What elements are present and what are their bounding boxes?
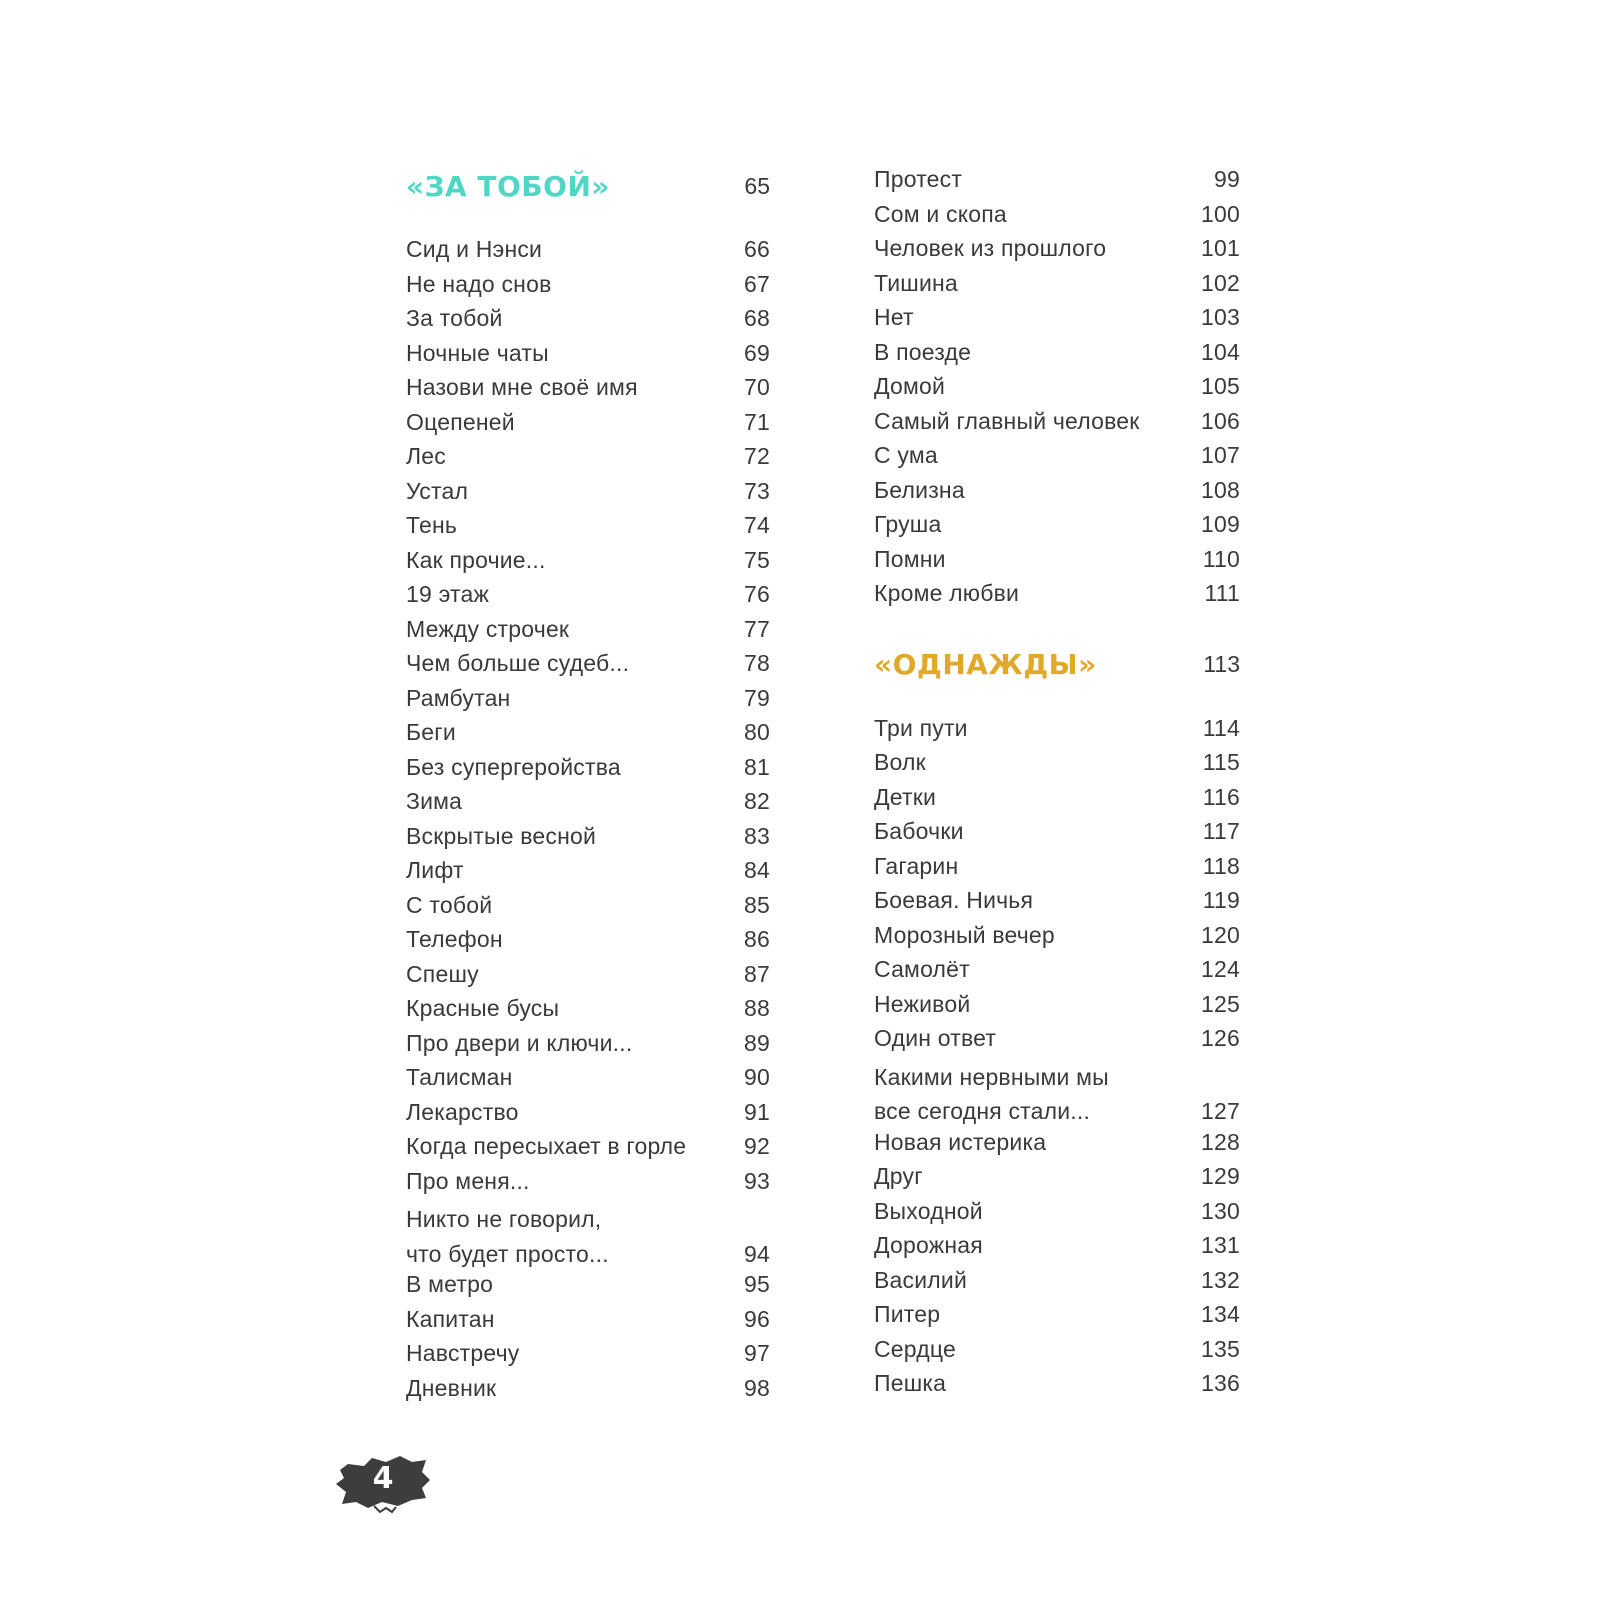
page-number: 4 — [372, 1460, 394, 1496]
toc-entry-page: 76 — [744, 581, 770, 607]
toc-entry-page: 116 — [1202, 783, 1240, 810]
toc-entry[interactable] — [874, 442, 1240, 477]
toc-entry-title: В поезде — [874, 338, 972, 365]
toc-entry-page: 109 — [1201, 511, 1240, 537]
toc-entry-page: 75 — [744, 546, 770, 573]
toc-entry[interactable] — [406, 719, 770, 754]
toc-entry[interactable] — [874, 580, 1240, 615]
toc-entry-title: Василий — [874, 1266, 967, 1293]
toc-entry[interactable] — [874, 1336, 1240, 1371]
toc-entry[interactable] — [406, 1030, 770, 1065]
toc-entry-title: Спешу — [406, 960, 479, 987]
toc-entry-title: Тишина — [874, 269, 958, 296]
toc-entry-title: Друг — [874, 1163, 923, 1189]
toc-entry-page: 72 — [744, 443, 770, 469]
toc-entry-page: 118 — [1202, 852, 1240, 879]
page-number-badge — [334, 1450, 432, 1510]
toc-entry-title: Лес — [406, 443, 446, 469]
toc-entry[interactable] — [874, 991, 1240, 1026]
toc-entry-page: 69 — [744, 339, 770, 366]
toc-entry-page: 104 — [1201, 338, 1240, 365]
toc-entry-page: 71 — [744, 408, 770, 435]
toc-entry-page: 77 — [744, 615, 770, 642]
section-title: «ЗА ТОБОЙ» — [406, 169, 610, 203]
toc-entry-page: 128 — [1201, 1128, 1240, 1155]
toc-entry[interactable] — [406, 305, 770, 340]
section-title: «ОДНАЖДЫ» — [874, 648, 1097, 681]
toc-entry-title: Груша — [874, 511, 942, 537]
toc-entry-title: Дневник — [406, 1374, 497, 1401]
toc-entry-title: Лифт — [406, 857, 464, 883]
toc-entry-page: 100 — [1201, 200, 1240, 227]
toc-entry[interactable] — [406, 1271, 770, 1306]
toc-entry[interactable] — [874, 546, 1240, 581]
toc-entry-title: Домой — [874, 373, 946, 399]
toc-entry[interactable] — [406, 1375, 770, 1410]
toc-entry-page: 111 — [1204, 580, 1240, 606]
toc-entry[interactable] — [874, 1232, 1240, 1267]
toc-entry-title: Когда пересыхает в горле — [406, 1133, 687, 1159]
section-heading-odnazhdy[interactable] — [874, 645, 1240, 685]
toc-entry-title: Детки — [874, 783, 937, 810]
section-heading-za-toboy[interactable] — [406, 166, 770, 206]
toc-entry[interactable] — [406, 1064, 770, 1099]
toc-entry-title: Не надо снов — [406, 270, 552, 297]
toc-entry[interactable] — [874, 1129, 1240, 1164]
toc-entry[interactable] — [874, 477, 1240, 512]
toc-entry-page: 130 — [1201, 1197, 1240, 1224]
toc-entry-title: Пешка — [874, 1370, 947, 1396]
toc-entry-page: 103 — [1201, 304, 1240, 330]
section-spacer — [406, 206, 770, 236]
toc-entry[interactable] — [406, 1099, 770, 1134]
toc-entry-title: Белизна — [874, 476, 965, 503]
toc-entry-page: 78 — [744, 650, 770, 676]
section-page-number: 113 — [1203, 651, 1240, 677]
toc-entry[interactable] — [874, 304, 1240, 339]
toc-entry-title: Лекарство — [406, 1098, 519, 1125]
toc-entry[interactable] — [406, 512, 770, 547]
toc-entry[interactable] — [406, 961, 770, 996]
toc-entry-page: 131 — [1201, 1232, 1240, 1258]
toc-entry-page: 108 — [1201, 476, 1240, 503]
toc-entry-title-line2: что будет просто... — [406, 1240, 609, 1267]
toc-left-column — [406, 166, 770, 1409]
toc-entry[interactable] — [874, 201, 1240, 236]
toc-entry-title-line2: все сегодня стали... — [874, 1098, 1091, 1124]
toc-entry[interactable] — [874, 922, 1240, 957]
toc-entry-page: 129 — [1201, 1163, 1240, 1189]
toc-entry-page: 66 — [744, 236, 770, 262]
toc-entry[interactable] — [874, 1267, 1240, 1302]
toc-entry-title: Гагарин — [874, 852, 959, 879]
toc-entry-page: 107 — [1201, 442, 1240, 468]
toc-entry[interactable] — [874, 1163, 1240, 1198]
toc-entry-title: Один ответ — [874, 1025, 997, 1051]
toc-entry[interactable] — [874, 818, 1240, 853]
toc-entry-title: Питер — [874, 1301, 941, 1327]
toc-list-left — [406, 236, 770, 1409]
toc-entry[interactable] — [406, 823, 770, 858]
toc-entry[interactable] — [874, 1060, 1240, 1129]
toc-entry[interactable] — [406, 1202, 770, 1271]
toc-entry-title: Сом и скопа — [874, 200, 1007, 227]
toc-entry[interactable] — [406, 926, 770, 961]
toc-entry-page: 67 — [744, 270, 770, 297]
toc-entry-title: Волк — [874, 749, 926, 775]
toc-entry-title-line1: Какими нервными мы — [874, 1063, 1109, 1090]
toc-entry[interactable] — [874, 853, 1240, 888]
toc-entry-page: 84 — [744, 857, 770, 883]
toc-entry-title: Чем больше судеб... — [406, 650, 630, 676]
toc-entry-title: Назови мне своё имя — [406, 374, 638, 400]
toc-entry[interactable] — [406, 650, 770, 685]
toc-entry[interactable] — [874, 1301, 1240, 1336]
toc-list-right-bottom — [874, 715, 1240, 1405]
toc-entry[interactable] — [406, 1133, 770, 1168]
toc-entry-page: 105 — [1201, 373, 1240, 399]
toc-entry-page: 82 — [744, 788, 770, 814]
toc-entry-page: 124 — [1201, 956, 1240, 982]
toc-entry-page: 126 — [1201, 1025, 1240, 1051]
toc-entry[interactable] — [874, 235, 1240, 270]
section-page-number: 65 — [744, 172, 770, 199]
toc-entry-page: 70 — [744, 374, 770, 400]
toc-entry-page: 97 — [744, 1340, 770, 1366]
toc-entry-title: Помни — [874, 545, 946, 572]
toc-entry-page: 83 — [744, 822, 770, 849]
toc-entry-page: 90 — [744, 1064, 770, 1090]
toc-entry-title: Между строчек — [406, 615, 570, 642]
toc-entry-title: Навстречу — [406, 1340, 520, 1366]
toc-entry-page: 117 — [1202, 818, 1240, 844]
toc-entry[interactable] — [406, 892, 770, 927]
toc-entry-title: Вскрытые весной — [406, 822, 597, 849]
toc-entry[interactable] — [406, 374, 770, 409]
toc-entry[interactable] — [406, 1340, 770, 1375]
toc-entry-page: 101 — [1201, 235, 1240, 261]
toc-entry[interactable] — [406, 478, 770, 513]
toc-entry-page: 114 — [1202, 714, 1240, 741]
toc-entry-page: 106 — [1201, 407, 1240, 434]
toc-entry-page: 95 — [744, 1271, 770, 1297]
section-spacer — [874, 615, 1240, 645]
toc-entry[interactable] — [406, 547, 770, 582]
toc-entry-title: Как прочие... — [406, 546, 546, 573]
toc-entry-page: 120 — [1201, 921, 1240, 948]
toc-entry-page: 132 — [1201, 1266, 1240, 1293]
toc-entry-title: Кроме любви — [874, 580, 1020, 606]
toc-entry-page: 86 — [744, 926, 770, 952]
toc-entry[interactable] — [406, 754, 770, 789]
toc-entry[interactable] — [874, 511, 1240, 546]
toc-entry[interactable] — [874, 784, 1240, 819]
toc-entry-page: 91 — [744, 1098, 770, 1125]
toc-entry-page: 98 — [744, 1374, 770, 1401]
toc-entry-page: 94 — [744, 1240, 770, 1267]
toc-entry-page: 99 — [1214, 166, 1240, 192]
toc-entry-page: 127 — [1201, 1098, 1240, 1124]
toc-entry-title — [406, 1202, 609, 1271]
toc-entry[interactable] — [406, 581, 770, 616]
toc-entry-title: Ночные чаты — [406, 339, 549, 366]
toc-entry[interactable] — [874, 408, 1240, 443]
toc-entry-title: Про двери и ключи... — [406, 1029, 633, 1056]
toc-entry-title: Самолёт — [874, 956, 970, 982]
toc-entry[interactable] — [406, 443, 770, 478]
toc-entry-title: Протест — [874, 166, 963, 192]
toc-entry[interactable] — [874, 1025, 1240, 1060]
toc-entry-title-line1: Никто не говорил, — [406, 1206, 602, 1232]
toc-entry[interactable] — [874, 749, 1240, 784]
toc-entry-page: 134 — [1201, 1301, 1240, 1327]
toc-entry-title: Дорожная — [874, 1232, 983, 1258]
toc-entry-title: С ума — [874, 442, 938, 468]
toc-entry[interactable] — [406, 995, 770, 1030]
toc-list-right-top — [874, 166, 1240, 615]
toc-entry-title: Сид и Нэнси — [406, 236, 543, 262]
toc-entry-page: 115 — [1202, 749, 1240, 775]
toc-entry-title: Красные бусы — [406, 995, 560, 1021]
toc-entry-title: За тобой — [406, 305, 503, 331]
toc-entry-page: 135 — [1201, 1335, 1240, 1362]
toc-entry-page: 68 — [744, 305, 770, 331]
toc-entry-page: 136 — [1201, 1370, 1240, 1396]
toc-entry[interactable] — [874, 956, 1240, 991]
toc-entry-page: 110 — [1202, 545, 1240, 572]
toc-entry-title: Беги — [406, 719, 456, 745]
toc-entry[interactable] — [406, 1168, 770, 1203]
toc-entry-page: 92 — [744, 1133, 770, 1159]
toc-entry-page: 119 — [1202, 887, 1240, 913]
toc-entry-title: В метро — [406, 1271, 494, 1297]
toc-entry[interactable] — [406, 1306, 770, 1341]
toc-entry[interactable] — [406, 788, 770, 823]
toc-entry-title: 19 этаж — [406, 581, 490, 607]
toc-entry-title: Сердце — [874, 1335, 956, 1362]
toc-entry[interactable] — [874, 339, 1240, 374]
toc-entry-page: 73 — [744, 477, 770, 504]
toc-entry-title: Талисман — [406, 1064, 513, 1090]
toc-entry-title: Боевая. Ничья — [874, 887, 1034, 913]
toc-entry-title: Человек из прошлого — [874, 235, 1107, 261]
toc-entry-page: 80 — [744, 719, 770, 745]
toc-entry-title: Оцепеней — [406, 408, 515, 435]
toc-entry[interactable] — [406, 340, 770, 375]
toc-entry-title: Капитан — [406, 1305, 495, 1332]
toc-entry-title: Рамбутан — [406, 684, 511, 711]
toc-right-column — [874, 166, 1240, 1405]
toc-entry-title: Без супергеройства — [406, 753, 621, 780]
toc-entry-title: Бабочки — [874, 818, 964, 844]
toc-entry-page: 81 — [744, 753, 770, 780]
toc-entry[interactable] — [406, 857, 770, 892]
toc-entry[interactable] — [406, 685, 770, 720]
toc-entry-title: Тень — [406, 512, 458, 538]
toc-entry[interactable] — [874, 887, 1240, 922]
toc-entry-title: Выходной — [874, 1197, 983, 1224]
toc-entry[interactable] — [874, 1370, 1240, 1405]
toc-entry-page: 88 — [744, 995, 770, 1021]
toc-entry-title: Самый главный человек — [874, 407, 1140, 434]
toc-entry-page: 102 — [1201, 269, 1240, 296]
toc-entry-title: Телефон — [406, 926, 503, 952]
toc-entry-page: 93 — [744, 1167, 770, 1194]
toc-entry[interactable] — [874, 1198, 1240, 1233]
toc-entry[interactable] — [874, 270, 1240, 305]
toc-entry-page: 89 — [744, 1029, 770, 1056]
toc-entry-title — [874, 1060, 1109, 1129]
toc-entry-title: Устал — [406, 477, 469, 504]
toc-entry-title: Неживой — [874, 990, 971, 1017]
toc-entry-title: Морозный вечер — [874, 921, 1055, 948]
toc-entry-title: Зима — [406, 788, 463, 814]
toc-entry-page: 79 — [744, 684, 770, 711]
toc-entry-page: 74 — [744, 512, 770, 538]
toc-entry-page: 87 — [744, 960, 770, 987]
toc-entry[interactable] — [874, 166, 1240, 201]
toc-entry[interactable] — [406, 409, 770, 444]
toc-entry[interactable] — [406, 616, 770, 651]
toc-entry[interactable] — [874, 715, 1240, 750]
toc-entry-title: С тобой — [406, 891, 493, 918]
toc-entry-title: Нет — [874, 304, 914, 330]
toc-entry-title: Про меня... — [406, 1167, 530, 1194]
section-spacer — [874, 685, 1240, 715]
toc-entry-page: 125 — [1201, 990, 1240, 1017]
toc-entry-title: Новая истерика — [874, 1128, 1047, 1155]
toc-entry[interactable] — [406, 271, 770, 306]
toc-entry-title: Три пути — [874, 714, 968, 741]
toc-entry-page: 96 — [744, 1305, 770, 1332]
toc-entry[interactable] — [874, 373, 1240, 408]
toc-entry-page: 85 — [744, 891, 770, 918]
toc-entry[interactable] — [406, 236, 770, 271]
